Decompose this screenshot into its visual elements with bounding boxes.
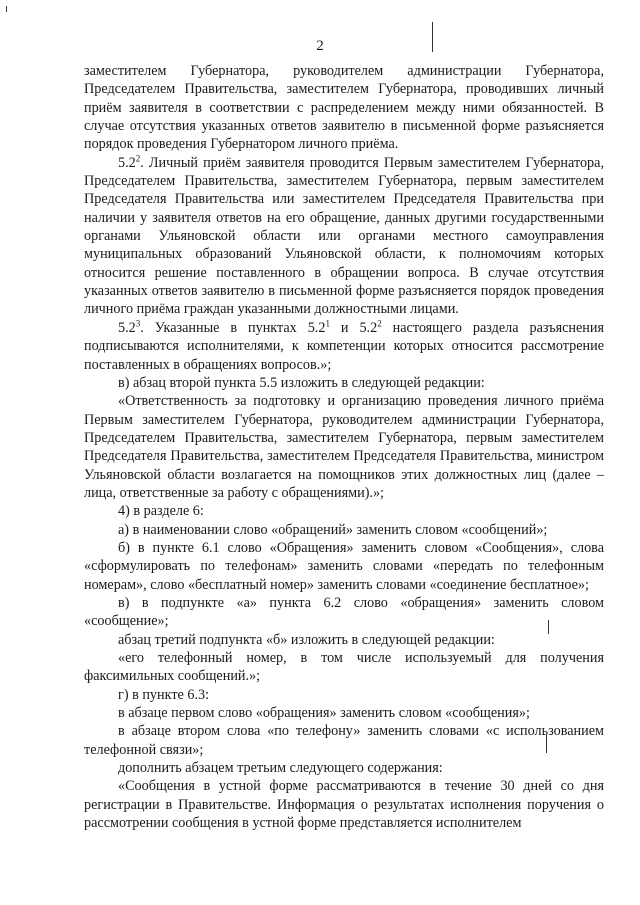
paragraph: дополнить абзацем третьим следующего содержания: (118, 760, 443, 777)
paragraph: 4) в разделе 6: (118, 503, 204, 520)
superscript: 1 (325, 318, 330, 329)
superscript: 2 (135, 152, 141, 163)
clause-number: 5.2 (118, 319, 136, 336)
paragraph: а) в наименовании слово «обращений» заменить словом «сообщений»; (118, 521, 548, 538)
clause-text: и 5.2 (329, 319, 378, 336)
superscript: 2 (377, 318, 382, 329)
paragraph: «Ответственность за подготовку и организацию проведения личного приёма Первым заместителем Губернатора, руководителем администрации Губернатора, Председателем Правительства, заместителем Губернатора, первым заместителем Председателя Правительства, заместителем Председателя Правительства, министром Ульяновской области возлагается на помощников этих должностных лиц (далее – лица, ответственные за работу с обращениями).»; (84, 393, 604, 501)
document-body (84, 62, 604, 832)
paragraph: г) в пункте 6.3: (118, 686, 210, 703)
paragraph: абзац третий подпункта «б» изложить в следующей редакции: (118, 631, 495, 648)
page-number: 2 (316, 38, 324, 54)
scan-mark-top-left (6, 6, 7, 12)
paragraph-5-2-2 (84, 154, 604, 319)
clause-text: . Указанные в пунктах 5.2 (140, 319, 326, 336)
clause-number: 5.2 (118, 154, 136, 171)
paragraph: в) в подпункте «а» пункта 6.2 слово «обращения» заменить словом «сообщение»; (84, 594, 604, 630)
paragraph-5-2-3 (84, 319, 604, 374)
clause-text: . Личный приём заявителя проводится Первым заместителем Губернатора, Председателем Правительства, заместителем Губернатора, первым заместителем Председателя Правительства или заместителем Председателя Правительства при наличии у заявителя ответов на его обращение, данных другими государственными органами Ульяновской области или органами местного самоуправления муниципальных образований Ульяновской области, к полномочиям которых относится решение поставленного в обращении вопроса. В случае отсутствия указанных ответов заявителю в письменной форме разъясняется порядок проведения личного приёма граждан указанными должностными лицами. (84, 154, 604, 318)
paragraph: в) абзац второй пункта 5.5 изложить в следующей редакции: (118, 374, 485, 391)
paragraph: в абзаце втором слова «по телефону» заменить словами «с использованием телефонной связи»; (84, 723, 604, 758)
paragraph: заместителем Губернатора, руководителем администрации Губернатора, Председателем Правительства, заместителем Губернатора, проводивших личный приём заявителя в соответствии с распределением между ними обязанностей. В случае отсутствия указанных ответов заявителю в письменной форме разъясняется порядок проведения Губернатором личного приёма. (84, 63, 604, 153)
clause-text: настоящего раздела разъяснения подписываются исполнителями, к компетенции которых относится рассмотрение поставленных в обращениях вопросов.»; (84, 319, 605, 373)
paragraph: «его телефонный номер, в том числе используемый для получения факсимильных сообщений.»; (84, 650, 604, 685)
paragraph: в абзаце первом слово «обращения» заменить словом «сообщения»; (118, 705, 530, 722)
paragraph: «Сообщения в устной форме рассматриваются в течение 30 дней со дня регистрации в Правительстве. Информация о результатах исполнения поручения о рассмотрении сообщения в устной форме представляется исполнителем (84, 778, 604, 832)
superscript: 3 (135, 318, 141, 329)
paragraph: б) в пункте 6.1 слово «Обращения» заменить словом «Сообщения», слова «сформулировать по телефонам» заменить словами «передать по телефонным номерам», слово «бесплатный номер» заменить словами «соединение бесплатное»; (84, 539, 604, 593)
